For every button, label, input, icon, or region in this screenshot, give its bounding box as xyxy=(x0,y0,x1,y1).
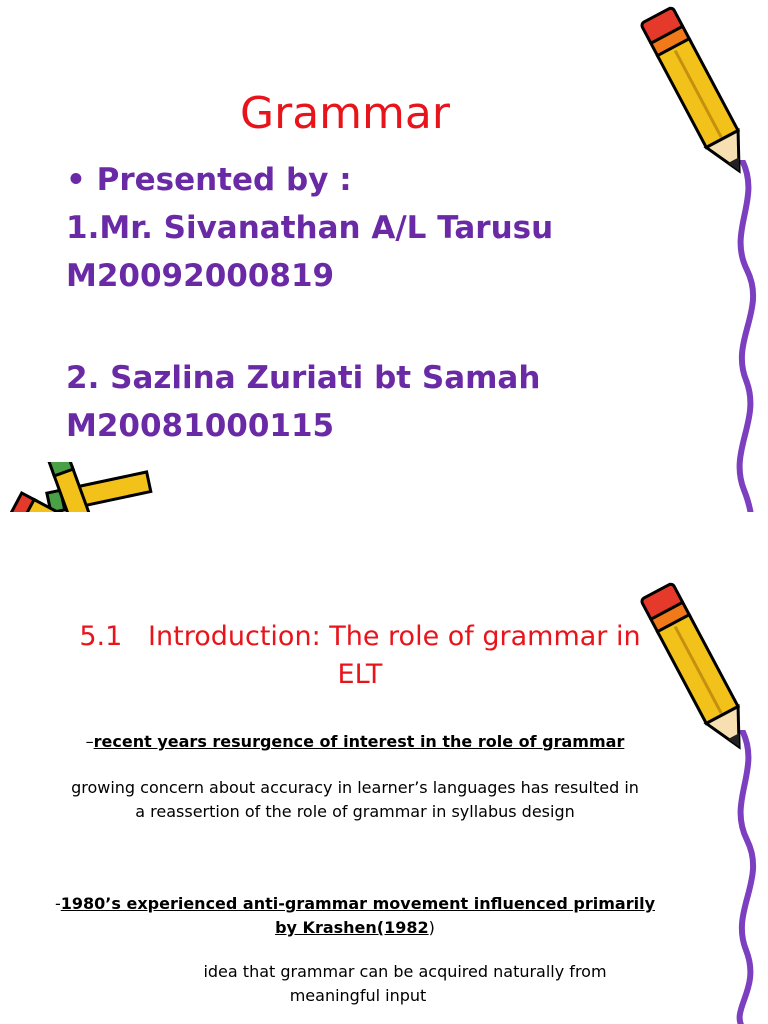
slide-2-title-line2: ELT xyxy=(337,659,383,690)
point-2-line2 xyxy=(0,916,710,940)
point-1-desc-line2: a reassertion of the role of grammar in syllabus design xyxy=(135,802,575,821)
presenter-1-id: M20092000819 xyxy=(66,258,335,294)
point-2-text-line2: by Krashen(1982 xyxy=(275,918,429,937)
point-2-text-line2-end: ) xyxy=(428,918,435,937)
pencils-group-icon xyxy=(0,462,160,512)
slide-divider xyxy=(0,554,768,568)
presented-by-label: • Presented by : xyxy=(66,162,352,198)
point-2-prefix: - xyxy=(54,894,61,913)
point-1-text: recent years resurgence of interest in the role of grammar xyxy=(93,732,625,751)
point-2-desc-line1: idea that grammar can be acquired naturally from xyxy=(203,962,607,981)
point-2-desc-line2: meaningful input xyxy=(289,986,427,1005)
presenter-2-id: M20081000115 xyxy=(66,408,335,444)
decorative-squiggle-line xyxy=(722,730,768,1024)
point-1-desc-line1: growing concern about accuracy in learner’s languages has resulted in xyxy=(71,778,639,797)
slide-2-title-line1: 5.1 Introduction: The role of grammar in xyxy=(79,621,641,652)
slide-title: Grammar xyxy=(240,88,450,139)
slide-2-title xyxy=(40,618,680,694)
point-1 xyxy=(0,730,710,754)
point-2-line1 xyxy=(0,892,710,916)
point-1-prefix: – xyxy=(85,732,94,751)
slide-2 xyxy=(0,570,768,1024)
presenter-1-name: 1.Mr. Sivanathan A/L Tarusu xyxy=(66,210,554,246)
presenter-2-name: 2. Sazlina Zuriati bt Samah xyxy=(66,360,541,396)
decorative-squiggle-line xyxy=(722,160,768,512)
point-2-text-line1: 1980’s experienced anti-grammar movement influenced primarily xyxy=(60,894,656,913)
